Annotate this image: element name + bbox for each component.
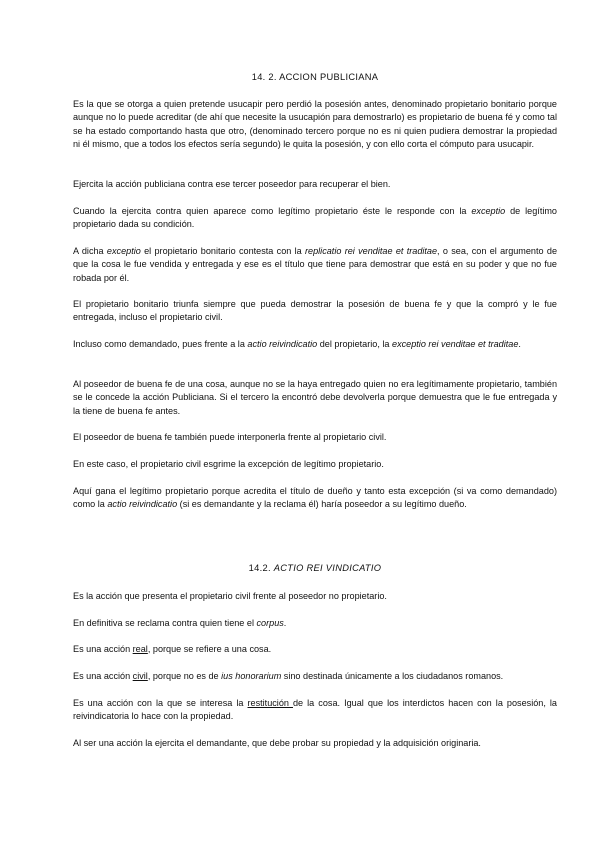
- italic-term: exceptio rei venditae et traditae: [392, 339, 519, 349]
- italic-term: corpus: [256, 618, 284, 628]
- italic-term: ius honorarium: [221, 671, 282, 681]
- paragraph-es-la-accion: Es la acción que presenta el propietario civil frente al poseedor no propietario.: [73, 591, 387, 601]
- paragraph-demandante: Al ser una acción la ejercita el demandante, que debe probar su propiedad y la adquisición originaria.: [73, 738, 481, 748]
- underlined-term: restitución: [247, 698, 293, 708]
- section-heading-actio-rei-vindicatio: 14.2. ACTIO REI VINDICATIO: [248, 563, 382, 573]
- paragraph-definition: Es la que se otorga a quien pretende usucapir pero perdió la posesión antes, denominado propietario bonitario porque aunque no lo puede acreditar (de ahí que necesite la usucapión para demostrarlo) es propietario de buena fé y como tal se ha estado comportando hasta que otro, (denominado tercero porque no es ni quien pudiera demostrar la propiedad ni él mismo, que a todos los efectos sería segundo) le quita la posesión, y con ello corta el cómputo para usucapir.: [73, 99, 557, 149]
- paragraph-demandado: Incluso como demandado, pues frente a la actio reivindicatio del propietario, la exceptio rei venditae et traditae.: [73, 339, 521, 349]
- paragraph-triunfa: El propietario bonitario triunfa siempre que pueda demostrar la posesión de buena fe y que la compró y le fue entregada, incluso el propietario civil.: [73, 299, 557, 323]
- italic-term: actio reivindicatio: [247, 339, 318, 349]
- paragraph-este-caso: En este caso, el propietario civil esgrime la excepción de legítimo propietario.: [73, 459, 384, 469]
- italic-term: exceptio: [106, 246, 141, 256]
- paragraph-replicatio: A dicha exceptio el propietario bonitario contesta con la replicatio rei venditae et traditae, o sea, con el argumento de que la cosa le fue vendida y entregada y ese es el título que tiene para demostrar que está en su poder y que no fue robada por él.: [73, 246, 558, 283]
- paragraph-definitiva: En definitiva se reclama contra quien tiene el corpus.: [73, 618, 287, 628]
- section-heading-accion-publiciana: 14. 2. ACCION PUBLICIANA: [251, 72, 379, 82]
- paragraph-accion-civil: Es una acción civil, porque no es de ius honorarium sino destinada únicamente a los ciudadanos romanos.: [73, 671, 504, 681]
- paragraph-interponerla: El poseedor de buena fe también puede interponerla frente al propietario civil.: [73, 432, 387, 442]
- italic-heading: ACTIO REI VINDICATIO: [273, 563, 382, 573]
- paragraph-accion-real: Es una acción real, porque se refiere a una cosa.: [73, 644, 272, 654]
- underlined-term: civil: [132, 671, 148, 681]
- underlined-term: real: [132, 644, 148, 654]
- italic-term: actio reivindicatio: [107, 499, 178, 510]
- paragraph-ejercita: Ejercita la acción publiciana contra ese tercer poseedor para recuperar el bien.: [73, 179, 391, 189]
- paragraph-restitucion: Es una acción con la que se interesa la restitución de la cosa. Igual que los interdictos hacen con la posesión, la reivindicatoria lo hace con la propiedad.: [73, 698, 557, 722]
- italic-term: exceptio: [471, 206, 506, 216]
- paragraph-poseedor-buena-fe: Al poseedor de buena fe de una cosa, aunque no se la haya entregado quien no era legítimamente propietario, también se le concede la acción Publiciana. Si el tercero la encontró debe devolverla porque demuestra que le fue entregada y la tiene de buena fe antes.: [73, 379, 557, 416]
- italic-term: replicatio rei venditae et traditae: [305, 246, 438, 256]
- paragraph-cuando-ejercita: Cuando la ejercita contra quien aparece como legítimo propietario éste le responde con la exceptio de legítimo propietario dada su condición.: [73, 206, 557, 230]
- paragraph-gana-legitimo: Aquí gana el legítimo propietario porque acredita el título de dueño y tanto esta excepción (si va como demandado) como la actio reivindicatio (si es demandante y la reclama él) haría poseedor a su legítimo dueño.: [73, 486, 557, 510]
